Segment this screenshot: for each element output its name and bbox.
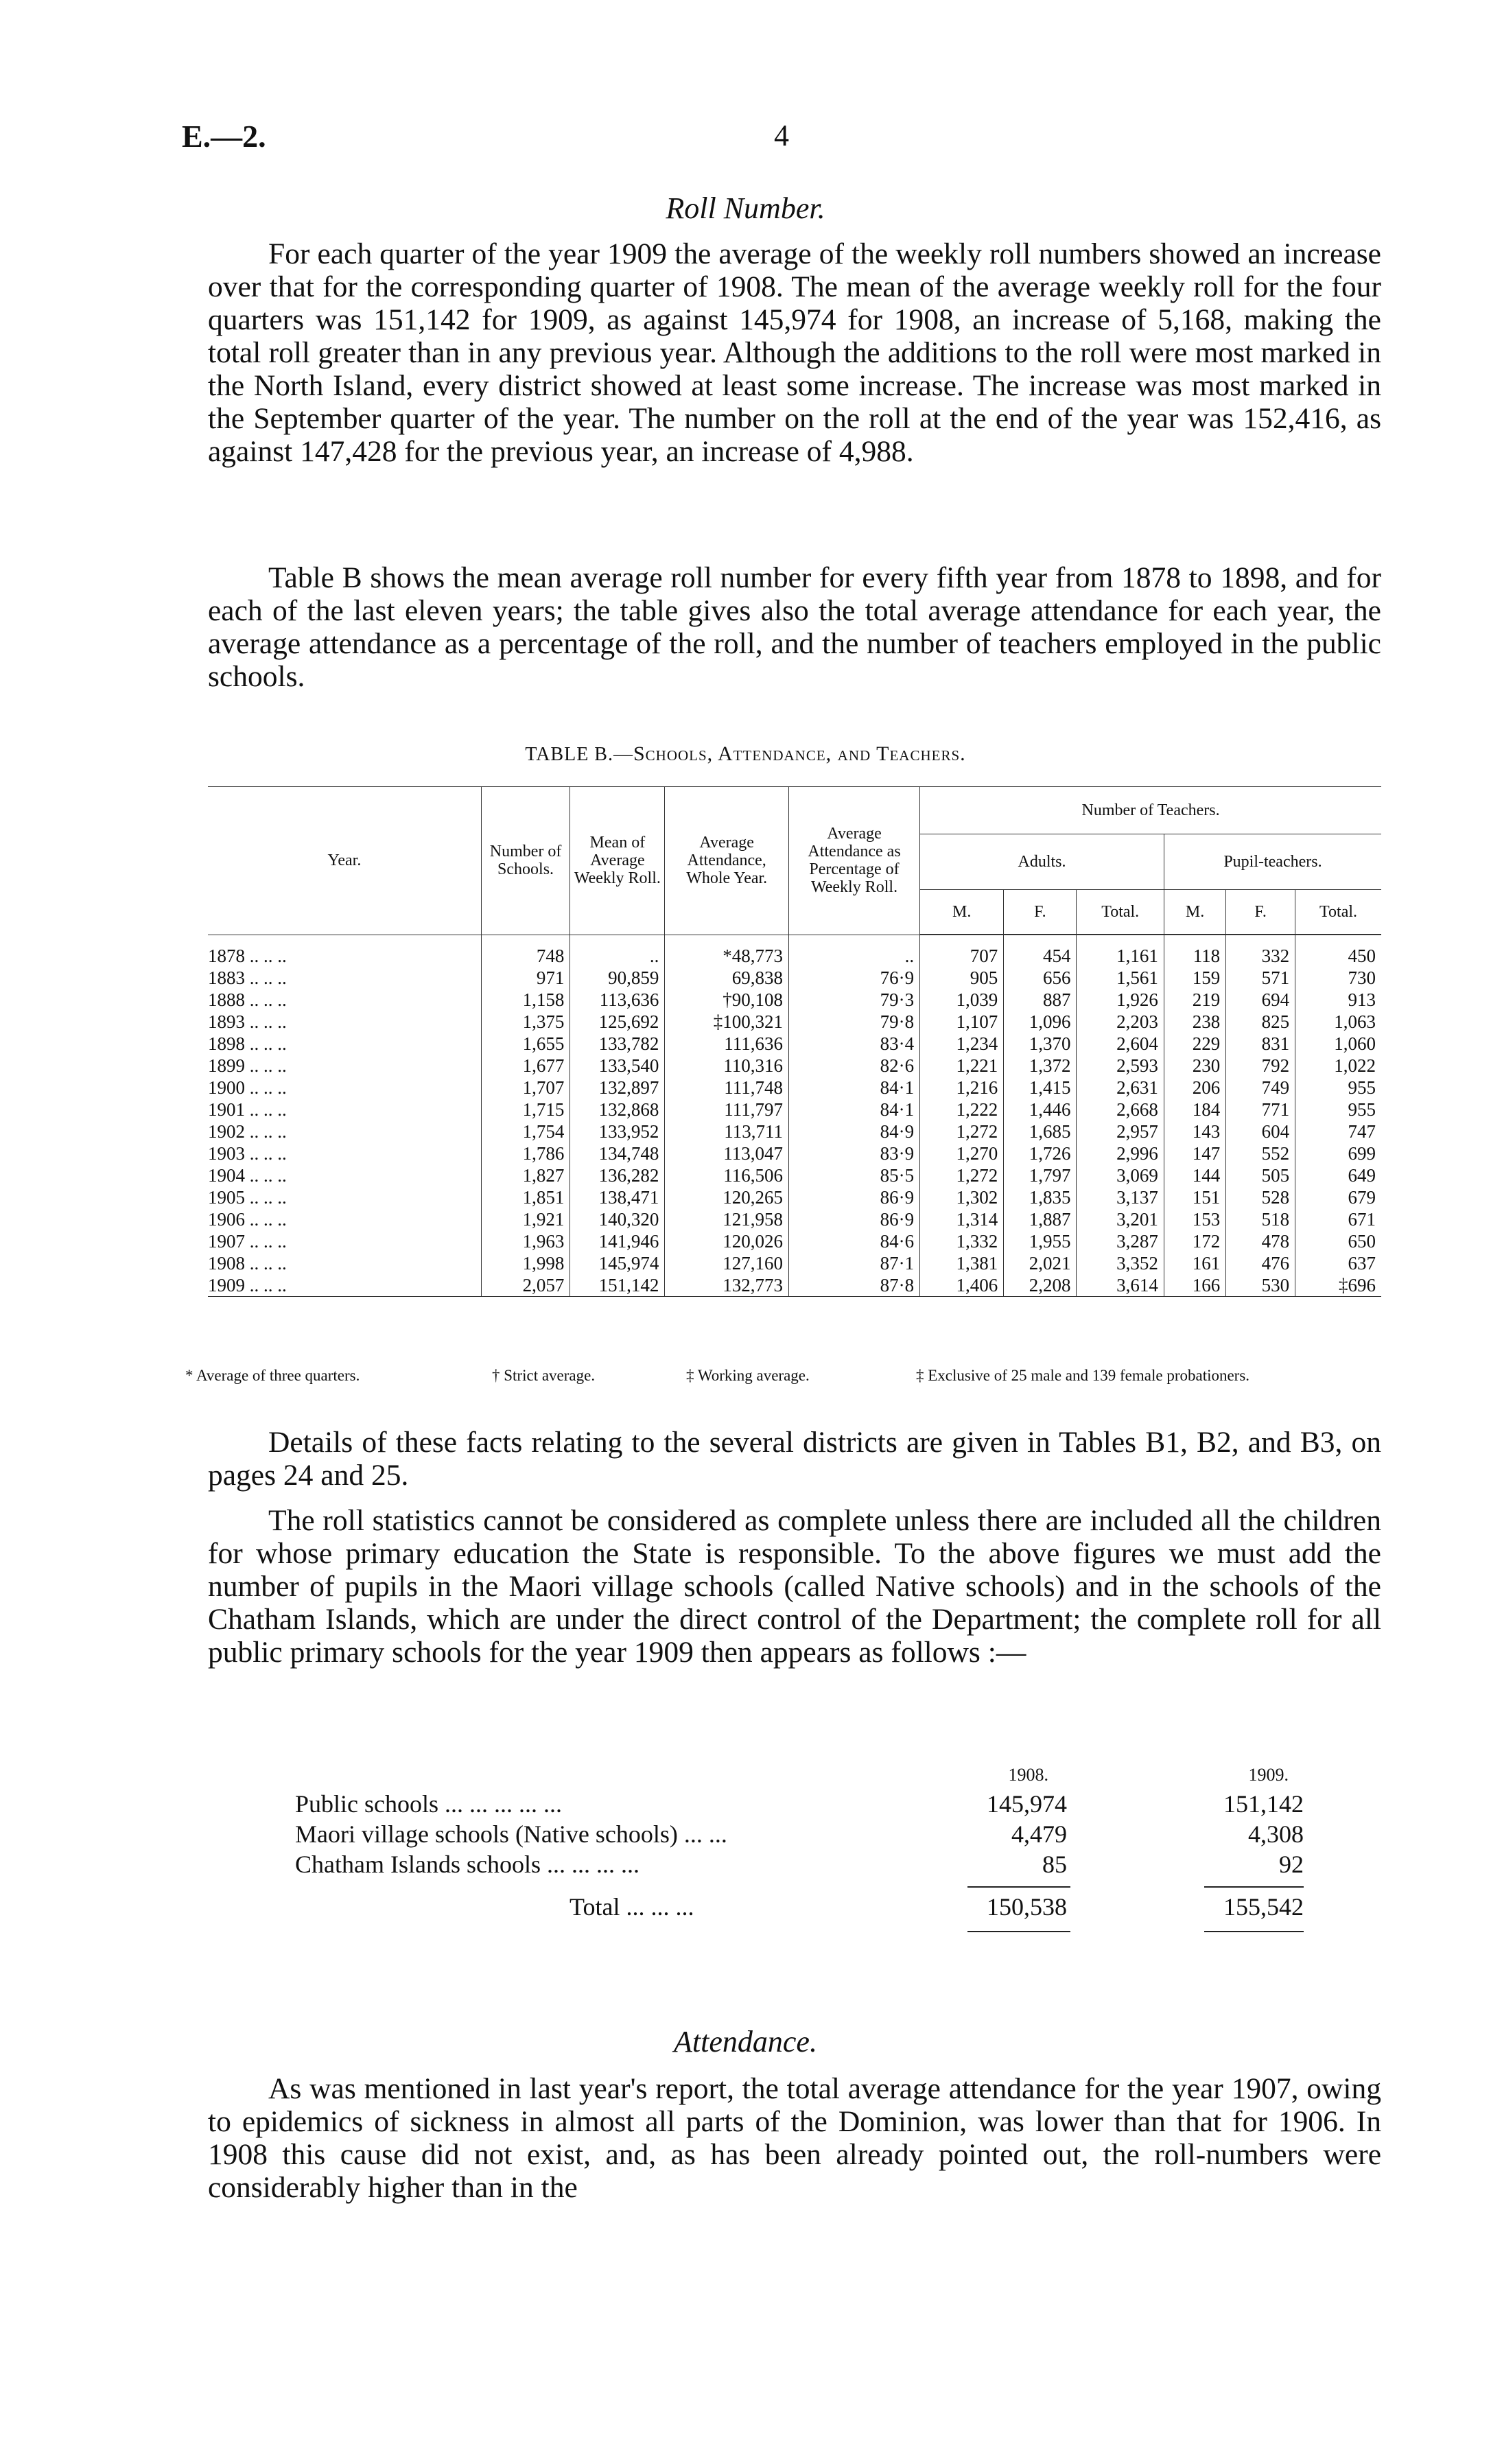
cell-schools: 1,998 — [481, 1252, 570, 1274]
header-adults-f: F. — [1004, 890, 1077, 935]
cell-adults-m: 1,221 — [920, 1055, 1004, 1077]
cell-percentage: 83·4 — [788, 1033, 919, 1055]
header-pupil-teachers: Pupil-teachers. — [1223, 853, 1322, 871]
cell-pupil-f: 528 — [1226, 1186, 1295, 1208]
cell-pupil-total: 650 — [1348, 1231, 1376, 1252]
cell-percentage: 87·1 — [788, 1252, 919, 1274]
summary-total-rule-1908 — [967, 1931, 1070, 1932]
cell-adults-total: 2,604 — [1077, 1033, 1164, 1055]
cell-percentage: .. — [788, 935, 919, 967]
cell-adults-total: 2,203 — [1077, 1011, 1164, 1033]
cell-pupil-m: 144 — [1164, 1164, 1225, 1186]
cell-pupil-total: 955 — [1348, 1077, 1376, 1098]
paragraph-table-b-intro: Table B shows the mean average roll number for every fifth year from 1878 to 1898, and for each of the last eleven years; the table gives also the total average attendance for each year, the average attendance as a percentage of the roll, and the number of teachers employed in the public schools. — [208, 561, 1381, 693]
cell-pupil-f: 831 — [1226, 1033, 1295, 1055]
cell-pupil-f: 825 — [1226, 1011, 1295, 1033]
table-row — [208, 1055, 1381, 1077]
cell-adults-f: 887 — [1004, 989, 1077, 1011]
cell-adults-f: 656 — [1004, 967, 1077, 989]
table-row — [208, 989, 1381, 1011]
cell-pupil-total: 955 — [1348, 1099, 1376, 1120]
cell-mean-roll: .. — [570, 935, 665, 967]
cell-pupil-total: 637 — [1348, 1253, 1376, 1274]
cell-pupil-f: 332 — [1226, 935, 1295, 967]
cell-pupil-m: 159 — [1164, 967, 1225, 989]
cell-adults-f: 1,415 — [1004, 1077, 1077, 1099]
cell-adults-m: 1,381 — [920, 1252, 1004, 1274]
cell-adults-m: 1,107 — [920, 1011, 1004, 1033]
cell-pupil-f: 552 — [1226, 1142, 1295, 1164]
cell-adults-m: 1,234 — [920, 1033, 1004, 1055]
header-schools: Number of Schools. — [481, 787, 570, 935]
cell-schools: 748 — [481, 935, 570, 967]
cell-attendance: ‡100,321 — [665, 1011, 789, 1033]
cell-attendance: 113,047 — [665, 1142, 789, 1164]
cell-percentage: 87·8 — [788, 1274, 919, 1297]
header-pupil-f: F. — [1226, 890, 1295, 935]
cell-pupil-total: 699 — [1348, 1143, 1376, 1164]
cell-mean-roll: 90,859 — [570, 967, 665, 989]
table-b-caption-title: Schools, Attendance, and Teachers. — [633, 742, 966, 765]
cell-pupil-total: 1,022 — [1334, 1055, 1376, 1076]
cell-pupil-m: 229 — [1164, 1033, 1225, 1055]
cell-pupil-total: 1,063 — [1334, 1011, 1376, 1032]
cell-percentage: 84·9 — [788, 1120, 919, 1142]
cell-pupil-m: 219 — [1164, 989, 1225, 1011]
cell-pupil-total: 450 — [1348, 946, 1376, 966]
cell-adults-total: 2,593 — [1077, 1055, 1164, 1077]
cell-pupil-m: 118 — [1164, 935, 1225, 967]
cell-schools: 1,677 — [481, 1055, 570, 1077]
cell-schools: 1,707 — [481, 1077, 570, 1099]
header-pupil-m: M. — [1164, 890, 1225, 935]
cell-pupil-total: 671 — [1348, 1209, 1376, 1230]
table-row — [208, 1011, 1381, 1033]
cell-schools: 1,715 — [481, 1099, 570, 1120]
cell-year: 1909 .. .. .. — [208, 1274, 481, 1297]
cell-adults-m: 1,314 — [920, 1208, 1004, 1230]
cell-year: 1883 .. .. .. — [208, 967, 481, 989]
cell-schools: 1,827 — [481, 1164, 570, 1186]
cell-pupil-m: 238 — [1164, 1011, 1225, 1033]
cell-adults-total: 3,069 — [1077, 1164, 1164, 1186]
cell-adults-m: 1,270 — [920, 1142, 1004, 1164]
section-heading-roll-number: Roll Number. — [666, 191, 825, 225]
cell-adults-m: 707 — [920, 935, 1004, 967]
cell-adults-m: 1,272 — [920, 1120, 1004, 1142]
cell-adults-total: 1,561 — [1077, 967, 1164, 989]
cell-year: 1898 .. .. .. — [208, 1033, 481, 1055]
cell-attendance: 111,636 — [665, 1033, 789, 1055]
cell-pupil-total: 679 — [1348, 1187, 1376, 1208]
paragraph-roll-increase: For each quarter of the year 1909 the average of the weekly roll numbers showed an increase over that for the corresponding quarter of 1908. The mean of the average weekly roll for the four quarters was 151,142 for 1909, as against 145,974 for 1908, an increase of 5,168, making the total roll greater than in any previous year. Although the additions to the roll were most marked in the North Island, every district showed at least some increase. The increase was most marked in the September quarter of the year. The number on the roll at the end of the year was 152,416, as against 147,428 for the previous year, an increase of 4,988. — [208, 237, 1381, 468]
cell-attendance: 111,748 — [665, 1077, 789, 1099]
cell-adults-total: 2,631 — [1077, 1077, 1164, 1099]
cell-percentage: 84·6 — [788, 1230, 919, 1252]
cell-percentage: 86·9 — [788, 1208, 919, 1230]
cell-year: 1901 .. .. .. — [208, 1099, 481, 1120]
cell-pupil-f: 505 — [1226, 1164, 1295, 1186]
cell-pupil-f: 571 — [1226, 967, 1295, 989]
cell-year: 1906 .. .. .. — [208, 1208, 481, 1230]
table-row — [208, 1164, 1381, 1186]
table-b-caption — [0, 742, 1491, 766]
cell-attendance: 127,160 — [665, 1252, 789, 1274]
cell-schools: 1,655 — [481, 1033, 570, 1055]
cell-adults-total: 2,957 — [1077, 1120, 1164, 1142]
cell-adults-f: 1,887 — [1004, 1208, 1077, 1230]
cell-attendance: 121,958 — [665, 1208, 789, 1230]
cell-schools: 1,158 — [481, 989, 570, 1011]
cell-adults-m: 1,272 — [920, 1164, 1004, 1186]
cell-schools: 1,375 — [481, 1011, 570, 1033]
footnote-probationers: ‡ Exclusive of 25 male and 139 female probationers. — [916, 1367, 1250, 1384]
header-number-of-teachers: Number of Teachers. — [920, 787, 1381, 834]
summary-rule-1909 — [1204, 1886, 1304, 1888]
table-row — [208, 1099, 1381, 1120]
cell-attendance: 132,773 — [665, 1274, 789, 1297]
cell-pupil-f: 771 — [1226, 1099, 1295, 1120]
cell-pupil-m: 161 — [1164, 1252, 1225, 1274]
cell-mean-roll: 141,946 — [570, 1230, 665, 1252]
cell-schools: 2,057 — [481, 1274, 570, 1297]
table-row — [208, 967, 1381, 989]
cell-pupil-m: 172 — [1164, 1230, 1225, 1252]
header-mean-roll: Mean of Average Weekly Roll. — [570, 787, 665, 935]
header-year: Year. — [208, 787, 481, 935]
table-row — [208, 1230, 1381, 1252]
cell-adults-m: 1,039 — [920, 989, 1004, 1011]
cell-pupil-m: 147 — [1164, 1142, 1225, 1164]
cell-adults-f: 1,372 — [1004, 1055, 1077, 1077]
cell-mean-roll: 133,782 — [570, 1033, 665, 1055]
cell-pupil-f: 749 — [1226, 1077, 1295, 1099]
table-row — [208, 1186, 1381, 1208]
cell-attendance: †90,108 — [665, 989, 789, 1011]
cell-adults-f: 1,446 — [1004, 1099, 1077, 1120]
header-adults-total: Total. — [1077, 890, 1164, 935]
cell-adults-total: 2,996 — [1077, 1142, 1164, 1164]
cell-adults-m: 1,216 — [920, 1077, 1004, 1099]
cell-adults-total: 3,287 — [1077, 1230, 1164, 1252]
cell-pupil-m: 166 — [1164, 1274, 1225, 1297]
cell-mean-roll: 125,692 — [570, 1011, 665, 1033]
section-heading-attendance: Attendance. — [674, 2025, 817, 2058]
report-reference: E.—2. — [182, 119, 266, 154]
cell-mean-roll: 113,636 — [570, 989, 665, 1011]
table-row — [208, 1077, 1381, 1099]
cell-pupil-f: 530 — [1226, 1274, 1295, 1297]
cell-pupil-m: 151 — [1164, 1186, 1225, 1208]
cell-year: 1905 .. .. .. — [208, 1186, 481, 1208]
cell-pupil-m: 184 — [1164, 1099, 1225, 1120]
cell-attendance: *48,773 — [665, 935, 789, 967]
cell-pupil-f: 476 — [1226, 1252, 1295, 1274]
cell-year: 1900 .. .. .. — [208, 1077, 481, 1099]
cell-attendance: 69,838 — [665, 967, 789, 989]
cell-adults-f: 1,096 — [1004, 1011, 1077, 1033]
cell-schools: 971 — [481, 967, 570, 989]
cell-pupil-m: 206 — [1164, 1077, 1225, 1099]
cell-attendance: 111,797 — [665, 1099, 789, 1120]
cell-adults-m: 905 — [920, 967, 1004, 989]
cell-percentage: 86·9 — [788, 1186, 919, 1208]
cell-adults-f: 1,797 — [1004, 1164, 1077, 1186]
table-b — [208, 786, 1381, 1297]
table-row — [208, 1274, 1381, 1297]
cell-pupil-m: 230 — [1164, 1055, 1225, 1077]
cell-mean-roll: 132,868 — [570, 1099, 665, 1120]
summary-rule-1908 — [967, 1886, 1070, 1888]
cell-pupil-f: 792 — [1226, 1055, 1295, 1077]
cell-percentage: 83·9 — [788, 1142, 919, 1164]
cell-pupil-total: 1,060 — [1334, 1033, 1376, 1054]
cell-mean-roll: 134,748 — [570, 1142, 665, 1164]
paragraph-details-tables: Details of these facts relating to the several districts are given in Tables B1, B2, and B3, on pages 24 and 25. — [208, 1426, 1381, 1492]
summary-row-total: Total ... ... ... 150,538 155,542 — [570, 1893, 1304, 1921]
cell-adults-m: 1,302 — [920, 1186, 1004, 1208]
cell-schools: 1,754 — [481, 1120, 570, 1142]
cell-adults-total: 2,668 — [1077, 1099, 1164, 1120]
cell-year: 1908 .. .. .. — [208, 1252, 481, 1274]
cell-year: 1907 .. .. .. — [208, 1230, 481, 1252]
summary-total-rule-1909 — [1204, 1931, 1304, 1932]
table-row — [208, 1120, 1381, 1142]
cell-attendance: 110,316 — [665, 1055, 789, 1077]
cell-percentage: 85·5 — [788, 1164, 919, 1186]
cell-pupil-f: 478 — [1226, 1230, 1295, 1252]
cell-mean-roll: 132,897 — [570, 1077, 665, 1099]
header-percentage: Average Attendance as Percentage of Weekly Roll. — [788, 787, 919, 935]
cell-adults-m: 1,406 — [920, 1274, 1004, 1297]
cell-year: 1903 .. .. .. — [208, 1142, 481, 1164]
header-attendance: Average Attendance, Whole Year. — [665, 787, 789, 935]
cell-adults-f: 2,021 — [1004, 1252, 1077, 1274]
summary-row-chatham: Chatham Islands schools ... ... ... ... 85 92 — [295, 1851, 1304, 1878]
cell-pupil-total: 730 — [1348, 967, 1376, 988]
cell-adults-total: 3,352 — [1077, 1252, 1164, 1274]
paragraph-attendance: As was mentioned in last year's report, the total average attendance for the year 1907, owing to epidemics of sickness in almost all parts of the Dominion, was lower than that for 1906. In 1908 this cause did not exist, and, as has been already pointed out, the roll-numbers were considerably higher than in the — [208, 2072, 1381, 2204]
cell-schools: 1,851 — [481, 1186, 570, 1208]
header-adults-m: M. — [920, 890, 1004, 935]
cell-schools: 1,786 — [481, 1142, 570, 1164]
cell-year: 1888 .. .. .. — [208, 989, 481, 1011]
cell-percentage: 82·6 — [788, 1055, 919, 1077]
table-b-caption-prefix: TABLE B.— — [525, 744, 633, 765]
cell-percentage: 84·1 — [788, 1099, 919, 1120]
cell-pupil-total: ‡696 — [1295, 1274, 1381, 1297]
cell-pupil-f: 518 — [1226, 1208, 1295, 1230]
cell-attendance: 120,265 — [665, 1186, 789, 1208]
cell-mean-roll: 133,540 — [570, 1055, 665, 1077]
table-row — [208, 1142, 1381, 1164]
cell-mean-roll: 145,974 — [570, 1252, 665, 1274]
cell-adults-f: 2,208 — [1004, 1274, 1077, 1297]
cell-adults-f: 1,955 — [1004, 1230, 1077, 1252]
cell-adults-f: 454 — [1004, 935, 1077, 967]
cell-adults-total: 3,614 — [1077, 1274, 1164, 1297]
table-row — [208, 1252, 1381, 1274]
cell-percentage: 76·9 — [788, 967, 919, 989]
cell-adults-total: 1,926 — [1077, 989, 1164, 1011]
cell-pupil-total: 747 — [1348, 1121, 1376, 1142]
cell-year: 1904 .. .. .. — [208, 1164, 481, 1186]
cell-adults-f: 1,726 — [1004, 1142, 1077, 1164]
table-row — [208, 1208, 1381, 1230]
footnote-working-average: ‡ Working average. — [686, 1367, 810, 1384]
cell-adults-m: 1,222 — [920, 1099, 1004, 1120]
cell-mean-roll: 133,952 — [570, 1120, 665, 1142]
cell-adults-f: 1,835 — [1004, 1186, 1077, 1208]
cell-adults-f: 1,370 — [1004, 1033, 1077, 1055]
cell-mean-roll: 136,282 — [570, 1164, 665, 1186]
footnote-strict-average: † Strict average. — [492, 1367, 596, 1384]
summary-row-public: Public schools ... ... ... ... ... 145,974 151,142 — [295, 1790, 1304, 1818]
cell-pupil-total: 913 — [1348, 989, 1376, 1010]
cell-pupil-m: 143 — [1164, 1120, 1225, 1142]
summary-col-1908: 1908. — [1008, 1765, 1048, 1785]
cell-year: 1878 .. .. .. — [208, 935, 481, 967]
cell-schools: 1,963 — [481, 1230, 570, 1252]
cell-pupil-f: 604 — [1226, 1120, 1295, 1142]
cell-percentage: 79·3 — [788, 989, 919, 1011]
table-row — [208, 935, 1381, 967]
page-number: 4 — [774, 119, 789, 152]
cell-schools: 1,921 — [481, 1208, 570, 1230]
table-row — [208, 1033, 1381, 1055]
cell-pupil-f: 694 — [1226, 989, 1295, 1011]
cell-attendance: 113,711 — [665, 1120, 789, 1142]
header-pupil-total: Total. — [1295, 890, 1381, 935]
cell-year: 1899 .. .. .. — [208, 1055, 481, 1077]
cell-adults-f: 1,685 — [1004, 1120, 1077, 1142]
cell-mean-roll: 151,142 — [570, 1274, 665, 1297]
footnote-three-quarters: * Average of three quarters. — [185, 1367, 360, 1384]
cell-year: 1893 .. .. .. — [208, 1011, 481, 1033]
cell-adults-total: 3,137 — [1077, 1186, 1164, 1208]
cell-adults-total: 3,201 — [1077, 1208, 1164, 1230]
cell-year: 1902 .. .. .. — [208, 1120, 481, 1142]
cell-pupil-total: 649 — [1348, 1165, 1376, 1186]
paragraph-roll-statistics: The roll statistics cannot be considered as complete unless there are included all the children for whose primary education the State is responsible. To the above figures we must add the number of pupils in the Maori village schools (called Native schools) and in the schools of the Chatham Islands, which are under the direct control of the Department; the complete roll for all public primary schools for the year 1909 then appears as follows :— — [208, 1504, 1381, 1669]
cell-attendance: 116,506 — [665, 1164, 789, 1186]
cell-pupil-m: 153 — [1164, 1208, 1225, 1230]
header-adults: Adults. — [920, 834, 1164, 890]
cell-percentage: 84·1 — [788, 1077, 919, 1099]
cell-mean-roll: 140,320 — [570, 1208, 665, 1230]
cell-attendance: 120,026 — [665, 1230, 789, 1252]
summary-col-1909: 1909. — [1248, 1765, 1289, 1785]
cell-mean-roll: 138,471 — [570, 1186, 665, 1208]
cell-adults-m: 1,332 — [920, 1230, 1004, 1252]
summary-row-maori: Maori village schools (Native schools) ... ... 4,479 4,308 — [295, 1820, 1304, 1848]
cell-adults-total: 1,161 — [1077, 935, 1164, 967]
cell-percentage: 79·8 — [788, 1011, 919, 1033]
